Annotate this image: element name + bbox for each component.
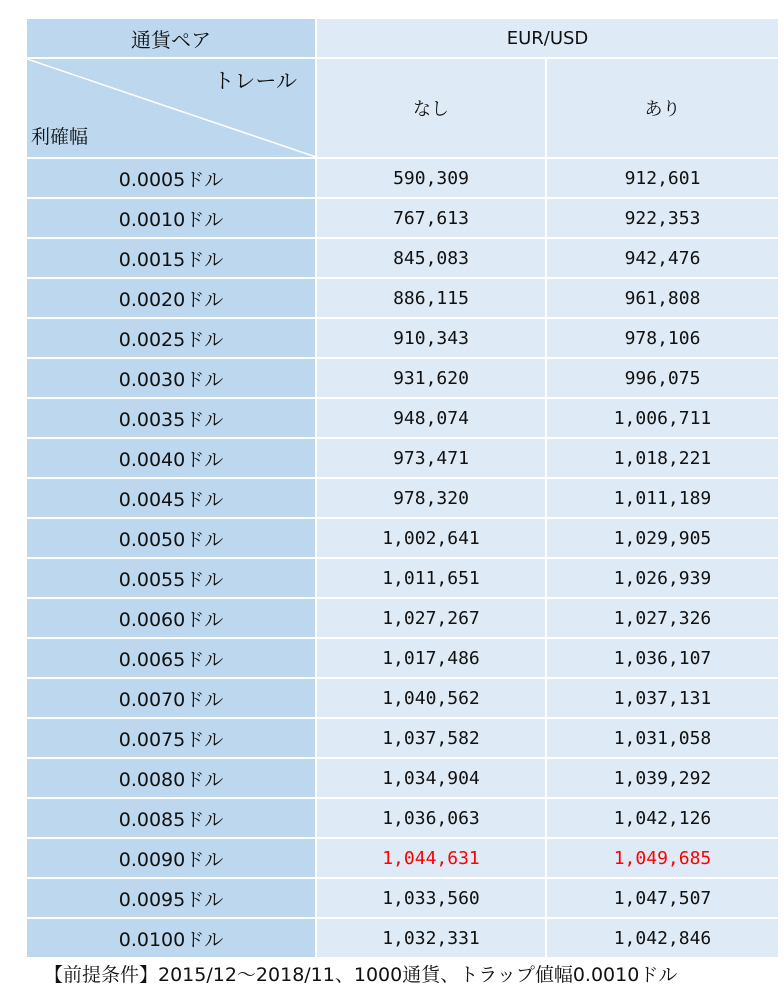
trail-with-value: 1,042,126 bbox=[546, 798, 779, 838]
header-pair-value: EUR/USD bbox=[316, 19, 779, 58]
table-row bbox=[27, 638, 779, 678]
trail-with-value: 1,026,939 bbox=[546, 558, 779, 598]
trail-with-value: 1,027,326 bbox=[546, 598, 779, 638]
trail-with-value: 1,042,846 bbox=[546, 918, 779, 958]
take-profit-width-cell: 0.0060ドル bbox=[27, 598, 316, 638]
trail-with-value: 1,039,292 bbox=[546, 758, 779, 798]
trail-none-value: 1,040,562 bbox=[316, 678, 546, 718]
trail-with-value: 1,006,711 bbox=[546, 398, 779, 438]
take-profit-width-cell: 0.0020ドル bbox=[27, 278, 316, 318]
trail-with-value: 1,037,131 bbox=[546, 678, 779, 718]
table-row bbox=[27, 318, 779, 358]
take-profit-width-cell: 0.0050ドル bbox=[27, 518, 316, 558]
trail-with-value: 942,476 bbox=[546, 238, 779, 278]
trail-with-value: 1,018,221 bbox=[546, 438, 779, 478]
trail-none-value: 1,034,904 bbox=[316, 758, 546, 798]
take-profit-width-cell: 0.0040ドル bbox=[27, 438, 316, 478]
table-row bbox=[27, 238, 779, 278]
table-row bbox=[27, 558, 779, 598]
header-diagonal-cell bbox=[27, 58, 316, 158]
trail-none-value: 767,613 bbox=[316, 198, 546, 238]
trail-with-value: 1,011,189 bbox=[546, 478, 779, 518]
header-trail-none: なし bbox=[316, 58, 546, 158]
table-row bbox=[27, 718, 779, 758]
trail-with-value: 961,808 bbox=[546, 278, 779, 318]
take-profit-width-cell: 0.0055ドル bbox=[27, 558, 316, 598]
header-take-profit-label: 利確幅 bbox=[31, 126, 89, 148]
table-row bbox=[27, 598, 779, 638]
take-profit-width-cell: 0.0070ドル bbox=[27, 678, 316, 718]
trail-none-value: 1,027,267 bbox=[316, 598, 546, 638]
header-trail-with: あり bbox=[546, 58, 779, 158]
trail-none-value: 1,033,560 bbox=[316, 878, 546, 918]
take-profit-width-cell: 0.0030ドル bbox=[27, 358, 316, 398]
take-profit-width-cell: 0.0100ドル bbox=[27, 918, 316, 958]
trail-none-value: 948,074 bbox=[316, 398, 546, 438]
trail-none-value: 1,036,063 bbox=[316, 798, 546, 838]
trail-with-value: 1,047,507 bbox=[546, 878, 779, 918]
table-row bbox=[27, 918, 779, 958]
take-profit-width-cell: 0.0095ドル bbox=[27, 878, 316, 918]
header-currency-pair-label: 通貨ペア bbox=[27, 19, 316, 58]
trail-with-value: 922,353 bbox=[546, 198, 779, 238]
trail-none-value: 973,471 bbox=[316, 438, 546, 478]
trail-none-value: 1,011,651 bbox=[316, 558, 546, 598]
trail-none-value: 910,343 bbox=[316, 318, 546, 358]
trail-none-value: 1,032,331 bbox=[316, 918, 546, 958]
trail-with-value: 978,106 bbox=[546, 318, 779, 358]
take-profit-width-cell: 0.0080ドル bbox=[27, 758, 316, 798]
trail-none-value: 1,044,631 bbox=[316, 838, 546, 878]
trail-none-value: 886,115 bbox=[316, 278, 546, 318]
trail-none-value: 978,320 bbox=[316, 478, 546, 518]
take-profit-width-cell: 0.0025ドル bbox=[27, 318, 316, 358]
take-profit-width-cell: 0.0045ドル bbox=[27, 478, 316, 518]
table-row bbox=[27, 158, 779, 198]
table-row bbox=[27, 438, 779, 478]
take-profit-width-cell: 0.0010ドル bbox=[27, 198, 316, 238]
table-row bbox=[27, 358, 779, 398]
table-row bbox=[27, 518, 779, 558]
table-row bbox=[27, 398, 779, 438]
take-profit-width-cell: 0.0005ドル bbox=[27, 158, 316, 198]
trail-with-value: 1,036,107 bbox=[546, 638, 779, 678]
take-profit-width-cell: 0.0090ドル bbox=[27, 838, 316, 878]
table-row bbox=[27, 798, 779, 838]
table-row bbox=[27, 278, 779, 318]
trail-with-value: 912,601 bbox=[546, 158, 779, 198]
trail-with-value: 996,075 bbox=[546, 358, 779, 398]
trail-with-value: 1,031,058 bbox=[546, 718, 779, 758]
footnote: 【前提条件】2015/12〜2018/11、1000通貨、トラップ値幅0.0010ドル bbox=[44, 964, 678, 986]
table-row bbox=[27, 198, 779, 238]
table-row bbox=[27, 678, 779, 718]
take-profit-width-cell: 0.0035ドル bbox=[27, 398, 316, 438]
table-row bbox=[27, 758, 779, 798]
trail-none-value: 1,002,641 bbox=[316, 518, 546, 558]
trail-none-value: 1,017,486 bbox=[316, 638, 546, 678]
table-row bbox=[27, 838, 779, 878]
trail-none-value: 1,037,582 bbox=[316, 718, 546, 758]
take-profit-width-cell: 0.0015ドル bbox=[27, 238, 316, 278]
table-row bbox=[27, 878, 779, 918]
take-profit-width-cell: 0.0085ドル bbox=[27, 798, 316, 838]
take-profit-width-cell: 0.0075ドル bbox=[27, 718, 316, 758]
trail-none-value: 845,083 bbox=[316, 238, 546, 278]
table-row bbox=[27, 478, 779, 518]
header-trail-label: トレール bbox=[213, 69, 297, 93]
trail-none-value: 931,620 bbox=[316, 358, 546, 398]
trail-with-value: 1,029,905 bbox=[546, 518, 779, 558]
take-profit-width-cell: 0.0065ドル bbox=[27, 638, 316, 678]
results-table bbox=[27, 19, 780, 959]
trail-with-value: 1,049,685 bbox=[546, 838, 779, 878]
trail-none-value: 590,309 bbox=[316, 158, 546, 198]
